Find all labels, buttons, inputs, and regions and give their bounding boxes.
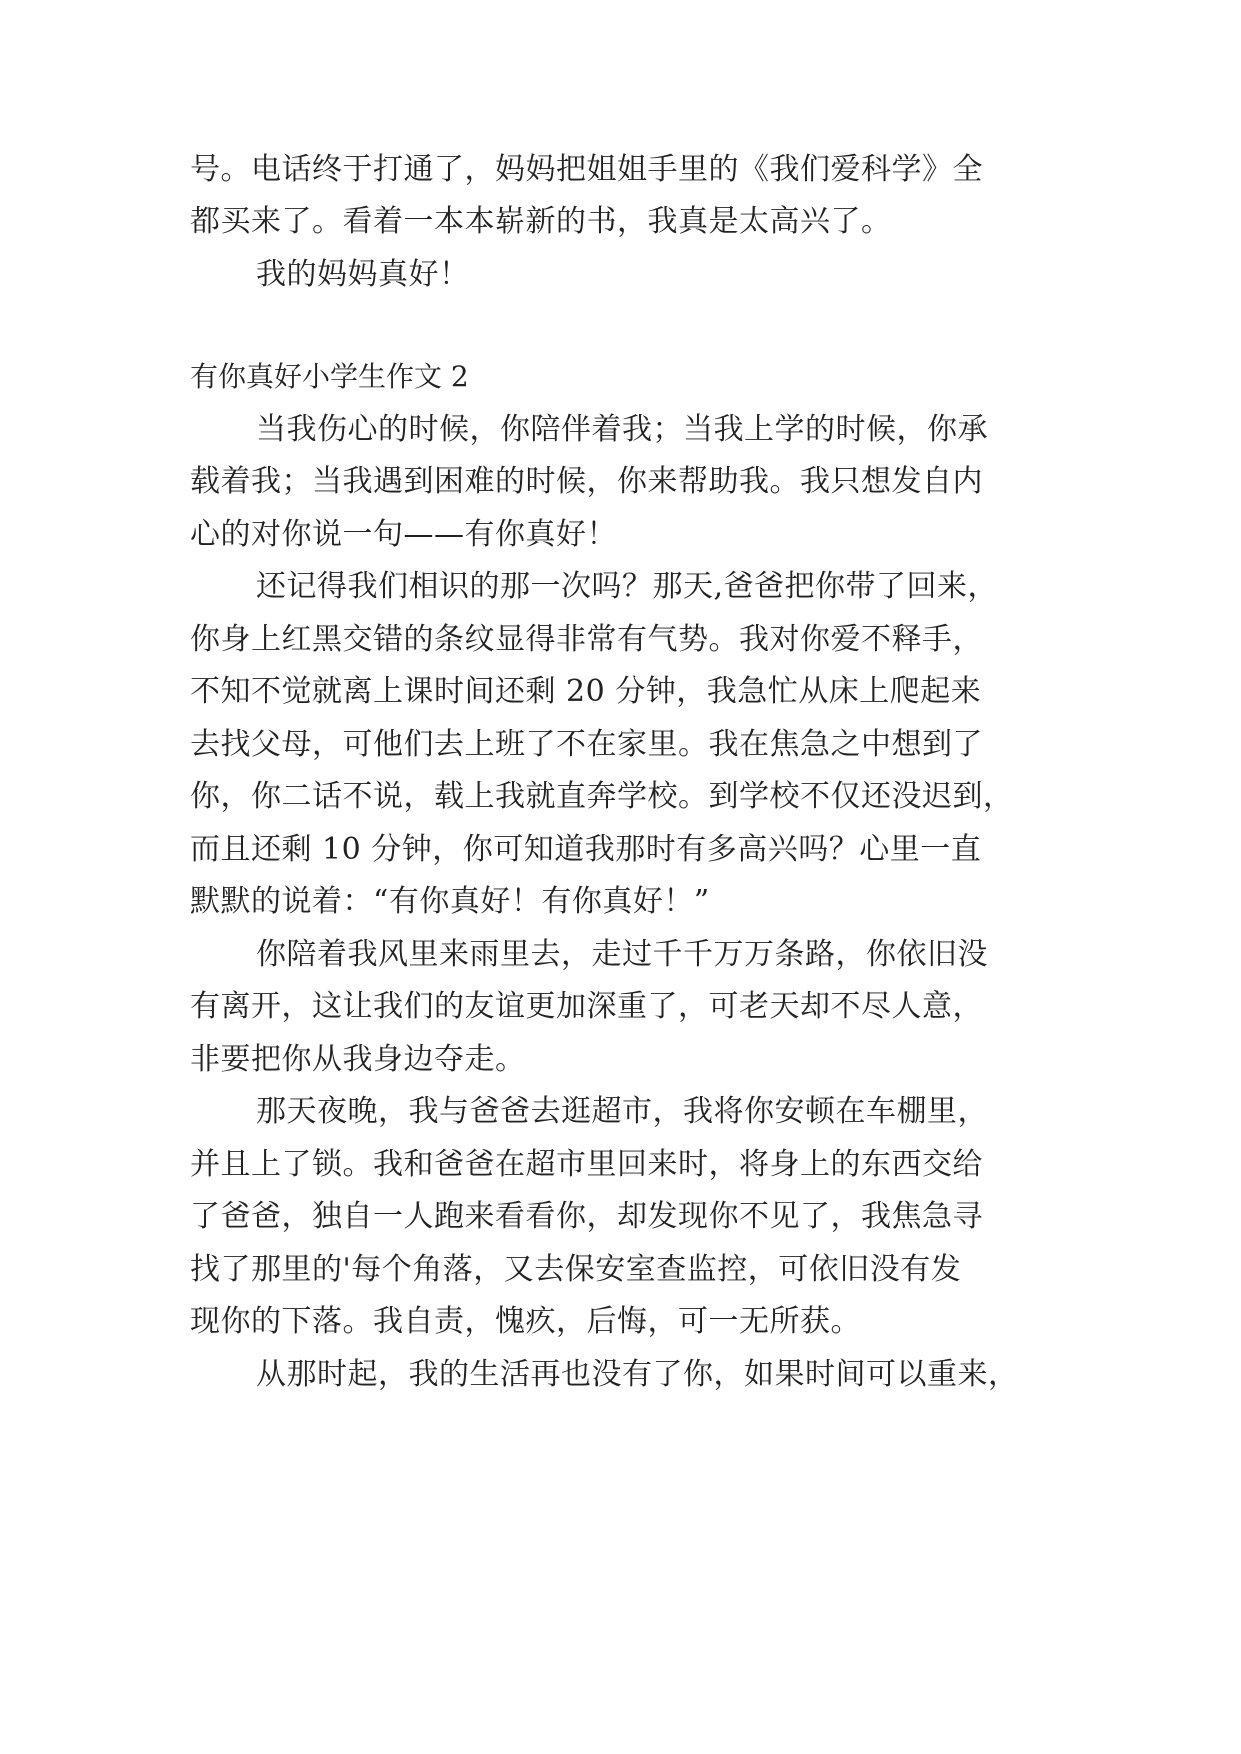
text-line: 从那时起，我的生活再也没有了你，如果时间可以重来， (256, 1357, 1019, 1392)
text-line: 你，你二话不说，载上我就直奔学校。到学校不仅还没迟到， (190, 779, 1014, 814)
essay-title: 有你真好小学生作文 2 (190, 360, 469, 393)
text-line: 默默的说着：“有你真好！有你真好！” (190, 884, 710, 919)
text-line: 你陪着我风里来雨里去，走过千千万万条路，你依旧没 (256, 937, 988, 972)
text-line: 我的妈妈真好！ (256, 257, 470, 292)
text-line: 并且上了锁。我和爸爸在超市里回来时，将身上的东西交给 (190, 1147, 983, 1182)
text-line: 载着我；当我遇到困难的时候，你来帮助我。我只想发自内 (190, 464, 983, 499)
text-line: 非要把你从我身边夺走。 (190, 1042, 526, 1077)
text-line: 当我伤心的时候，你陪伴着我；当我上学的时候，你承 (256, 412, 988, 447)
text-line: 找了那里的'每个角落，又去保安室查监控，可依旧没有发 (190, 1252, 962, 1287)
text-line: 不知不觉就离上课时间还剩 20 分钟，我急忙从床上爬起来 (190, 674, 982, 709)
text-line: 都买来了。看着一本本崭新的书，我真是太高兴了。 (190, 204, 892, 239)
text-line: 还记得我们相识的那一次吗？那天,爸爸把你带了回来， (256, 569, 999, 604)
text-line: 现你的下落。我自责，愧疚，后悔，可一无所获。 (190, 1304, 861, 1339)
text-line: 那天夜晚，我与爸爸去逛超市，我将你安顿在车棚里， (256, 1094, 988, 1129)
text-line: 有离开，这让我们的友谊更加深重了，可老天却不尽人意， (190, 989, 983, 1024)
text-line: 去找父母，可他们去上班了不在家里。我在焦急之中想到了 (190, 727, 983, 762)
text-line: 心的对你说一句——有你真好！ (190, 517, 617, 552)
text-line: 了爸爸，独自一人跑来看看你，却发现你不见了，我焦急寻 (190, 1199, 983, 1234)
text-line: 而且还剩 10 分钟，你可知道我那时有多高兴吗？心里一直 (190, 832, 982, 867)
text-line: 号。电话终于打通了，妈妈把姐姐手里的《我们爱科学》全 (190, 152, 983, 187)
text-line: 你身上红黑交错的条纹显得非常有气势。我对你爱不释手， (190, 622, 983, 657)
